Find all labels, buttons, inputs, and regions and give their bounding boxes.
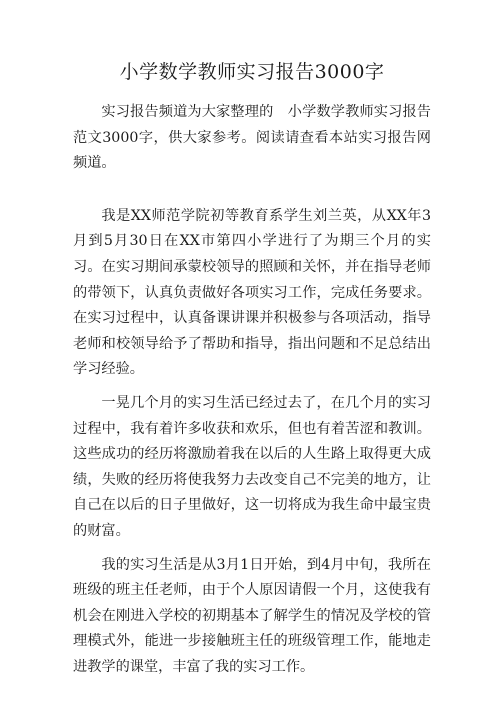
body-paragraph-3: 我的实习生活是从3月1日开始，到4月中旬，我所在班级的班主任老师，由于个人原因请假一个月，这使我有机会在刚进入学校的初期基本了解学生的情况及学校的管理模式外，能进一步接触班主任的班级管理工作，能地走进教学的课堂，丰富了我的实习工作。 bbox=[73, 556, 431, 675]
document-title: 小学数学教师实习报告3000字 bbox=[119, 61, 385, 83]
document-page bbox=[73, 58, 431, 680]
intro-paragraph: 实习报告频道为大家整理的 小学数学教师实习报告范文3000字，供大家参考。阅读请查看本站实习报告网频道。 bbox=[73, 104, 431, 172]
body-paragraph-1: 我是XX师范学院初等教育系学生刘兰英，从XX年3月到5月30日在XX市第四小学进行了为期三个月的实习。在实习期间承蒙校领导的照顾和关怀，并在指导老师的带领下，认真负责做好各项实习工作，完成任务要求。在实习过程中，认真备课讲课并积极参与各项活动，指导老师和校领导给予了帮助和指导，指出问题和不足总结出学习经验。 bbox=[73, 207, 431, 378]
body-paragraph-2: 一晃几个月的实习生活已经过去了，在几个月的实习过程中，我有着许多收获和欢乐，但也有着苦涩和教训。这些成功的经历将激励着我在以后的人生路上取得更大成绩，失败的经历将使我努力去改变自己不完美的地方，让自己在以后的日子里做好，这一切将成为我生命中最宝贵的财富。 bbox=[73, 394, 431, 539]
